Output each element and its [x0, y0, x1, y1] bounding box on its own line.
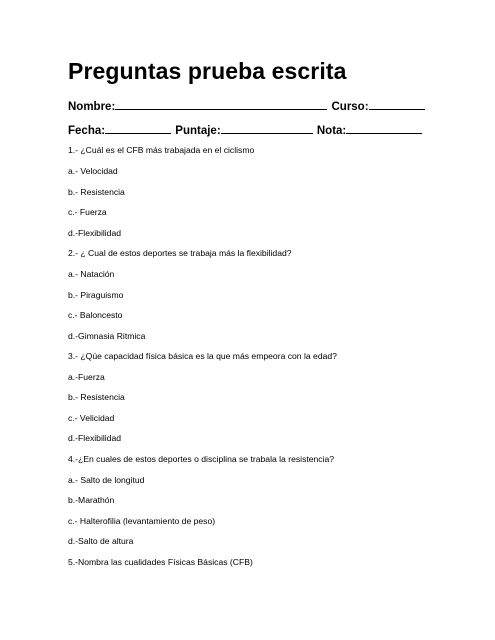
- option-2b: b.- Piraguismo: [68, 290, 124, 300]
- header-row-date-score: [68, 121, 423, 137]
- question-1: 1.- ¿Cuál es el CFB más trabajada en el ciclismo: [68, 145, 255, 155]
- option-1a: a.- Velocidad: [68, 166, 118, 176]
- question-2: 2.- ¿ Cual de estos deportes se trabaja más la flexibilidad?: [68, 248, 292, 258]
- option-2c: c.- Baloncesto: [68, 310, 123, 320]
- curso-label: Curso:: [331, 101, 369, 113]
- option-3b: b.- Resistencia: [68, 392, 125, 402]
- nota-label: Nota:: [316, 125, 347, 137]
- nombre-label: Nombre:: [68, 101, 116, 113]
- option-3a: a.-Fuerza: [68, 372, 105, 382]
- option-1c: c.- Fuerza: [68, 207, 107, 217]
- puntaje-label: Puntaje:: [175, 125, 221, 137]
- fecha-field-line[interactable]: [105, 121, 171, 134]
- option-1b: b.- Resistencia: [68, 187, 125, 197]
- question-3: 3.- ¿Qúe capacidad física básica es la que más empeora con la edad?: [68, 351, 337, 361]
- header-row-name-course: [68, 97, 426, 113]
- nombre-field-line[interactable]: [115, 97, 327, 110]
- page-title: Preguntas prueba escrita: [68, 58, 347, 84]
- option-2d: d.-Gimnasia Ritmica: [68, 331, 146, 341]
- option-3d: d.-Flexibilidad: [68, 433, 122, 443]
- option-4b: b.-Marathón: [68, 495, 115, 505]
- option-2a: a.- Natación: [68, 269, 115, 279]
- fecha-label: Fecha:: [68, 125, 106, 137]
- curso-field-line[interactable]: [369, 97, 425, 110]
- nota-field-line[interactable]: [346, 121, 422, 134]
- option-3c: c.- Velicidad: [68, 413, 115, 423]
- question-5: 5.-Nombra las cualidades Físicas Básicas (CFB): [68, 557, 253, 567]
- question-4: 4.-¿En cuales de estos deportes o disciplina se trabala la resistencia?: [68, 454, 335, 464]
- option-1d: d.-Flexibilidad: [68, 228, 122, 238]
- option-4c: c.- Halterofilia (levantamiento de peso): [68, 516, 216, 526]
- option-4a: a.- Salto de longitud: [68, 475, 145, 485]
- option-4d: d.-Salto de altura: [68, 536, 134, 546]
- puntaje-field-line[interactable]: [221, 121, 313, 134]
